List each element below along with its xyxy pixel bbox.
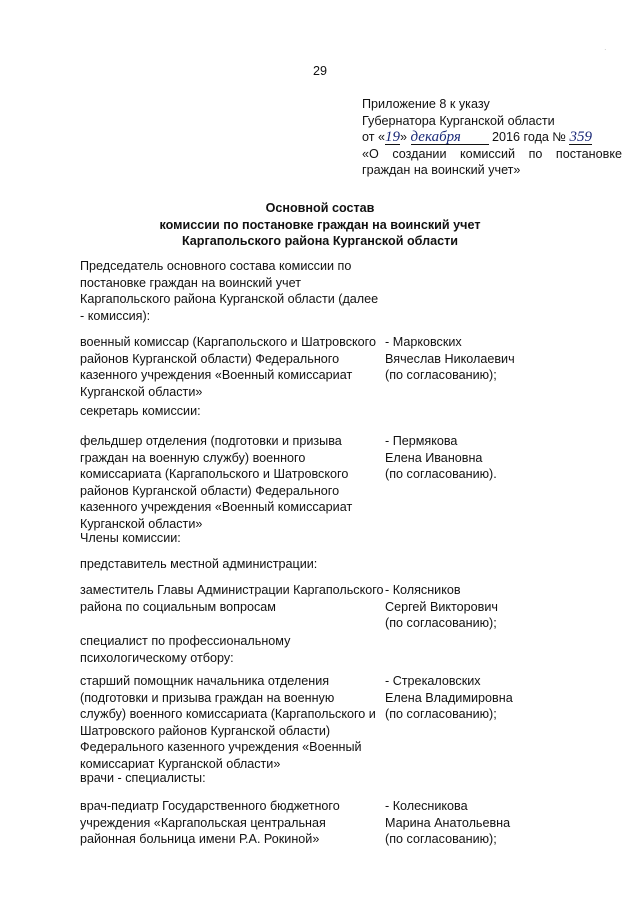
members-heading: Члены комиссии: (80, 531, 181, 545)
corner-mark: . (604, 46, 606, 52)
local-admin-heading: представитель местной администрации: (80, 557, 318, 571)
local-admin-position: заместитель Главы Администрации Каргапольского района по социальным вопросам (80, 583, 384, 614)
title-line-3: Каргапольского района Курганской области (181, 234, 459, 249)
annex-header (362, 96, 622, 179)
chairman-position: военный комиссар (Каргапольского и Шатровского районов Курганской области) Федерального казенного учреждения «Военный комиссариат Курганской области» (80, 335, 376, 399)
decree-title-line-2: граждан на воинский учет» (362, 163, 521, 178)
date-prefix: от « (362, 130, 385, 145)
local-admin-person: - Колясников Сергей Викторович (по согласованию); (385, 583, 498, 631)
chairman-person: - Марковских Вячеслав Николаевич (по согласованию); (385, 335, 515, 383)
annex-line-1: Приложение 8 к указу (362, 97, 490, 111)
doctors-heading: врачи - специалисты: (80, 771, 206, 785)
psych-heading: специалист по профессиональному психологическому отбору: (80, 634, 291, 665)
psych-position: старший помощник начальника отделения (подготовки и призыва граждан на военную службу) военного комиссариата (Каргапольского и Шатровского районов Курганской области) Федерального казенного учреждения «Военный комиссариат Курганской области» (80, 674, 376, 771)
pediatrician-position: врач-педиатр Государственного бюджетного учреждения «Каргапольская центральная районная больница имени Р.А. Рокиной» (80, 799, 340, 847)
secretary-heading: секретарь комиссии: (80, 404, 201, 418)
handwritten-day: 19 (385, 129, 400, 146)
title-line-2: комиссии по постановке граждан на воинский учет (159, 217, 481, 232)
document-title (0, 200, 640, 250)
psych-person: - Стрекаловских Елена Владимировна (по согласованию); (385, 674, 513, 722)
year-text: 2016 года № (492, 130, 566, 145)
handwritten-month: декабря (411, 130, 489, 145)
date-mid: » (400, 130, 408, 145)
decree-title-line-1: «О создании комиссий по постановке (362, 146, 622, 161)
annex-date-line (362, 129, 622, 146)
title-line-1: Основной состав (265, 201, 375, 215)
chairman-heading: Председатель основного состава комиссии по постановке граждан на воинский учет Каргапольского района Курганской области (далее - комиссия): (80, 259, 379, 323)
pediatrician-person: - Колесникова Марина Анатольевна (по согласованию); (385, 799, 511, 847)
handwritten-number: 359 (569, 129, 592, 146)
annex-line-2: Губернатора Курганской области (362, 113, 555, 128)
secretary-person: - Пермякова Елена Ивановна (по согласованию). (385, 434, 497, 482)
secretary-position: фельдшер отделения (подготовки и призыва граждан на военную службу) военного комиссариата (Каргапольского и Шатровского районов Курганской области) Федерального казенного учреждения «Военный комиссариат Курганской области» (80, 434, 353, 531)
page-number: 29 (312, 64, 327, 78)
